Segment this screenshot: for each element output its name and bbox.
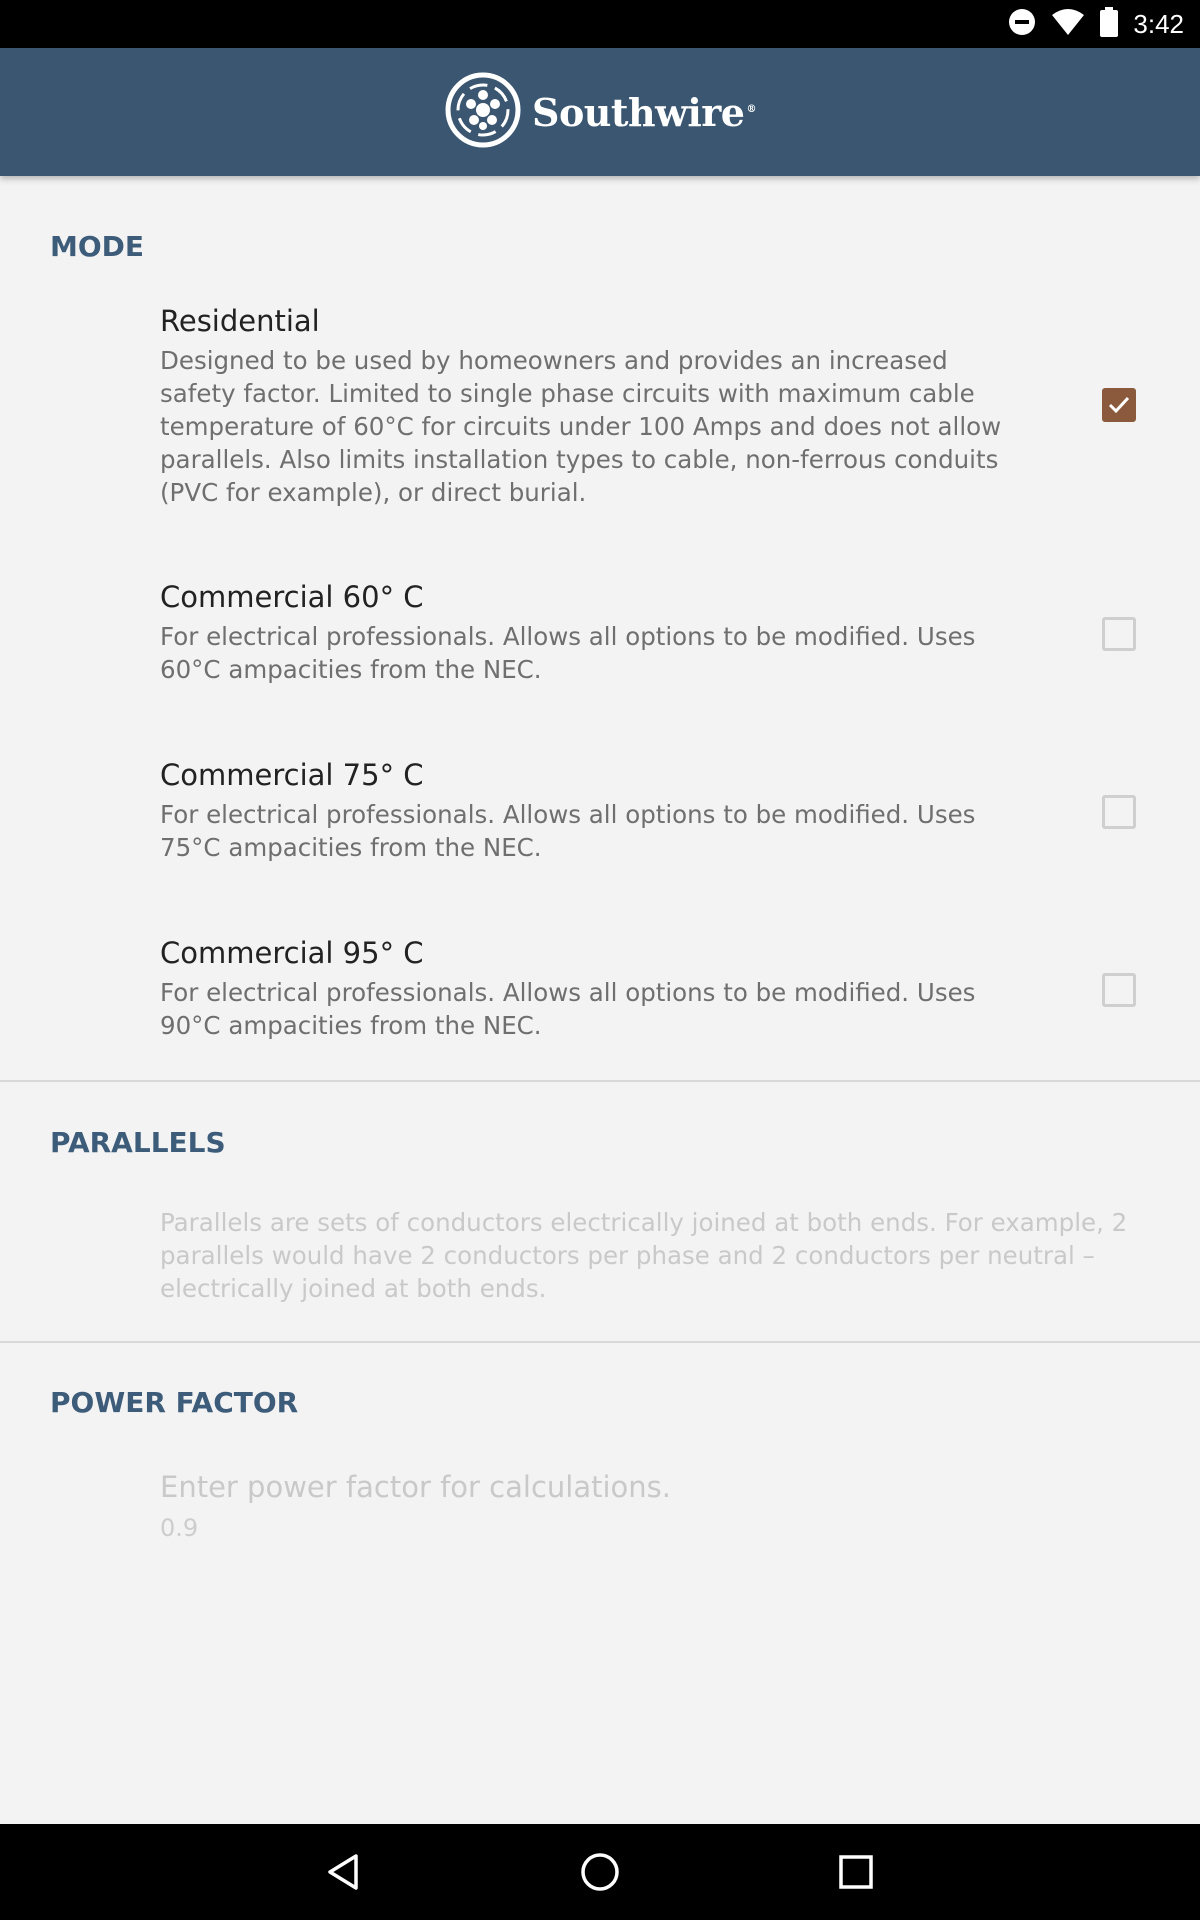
parallels-setting[interactable]: Parallels are sets of conductors electrically joined at both ends. For example, 2 parallels would have 2 conductors per phase and 2 conductors per neutral – electrically joined at both ends. <box>160 1208 1128 1303</box>
option-description: For electrical professionals. Allows all options to be modified. Uses 60°C ampacities from the NEC. <box>160 622 976 684</box>
option-title: Commercial 95° C <box>160 936 424 970</box>
power-factor-value: 0.9 <box>160 1514 199 1542</box>
southwire-logo-icon <box>444 71 522 153</box>
brand-logo <box>444 71 756 153</box>
option-title: Commercial 75° C <box>160 758 424 792</box>
mode-option-commercial-75[interactable] <box>160 758 1160 864</box>
section-divider <box>0 1080 1200 1082</box>
option-description: For electrical professionals. Allows all options to be modified. Uses 75°C ampacities from the NEC. <box>160 800 976 862</box>
navigation-bar <box>0 1824 1200 1920</box>
status-bar <box>0 0 1200 48</box>
power-factor-section-title: POWER FACTOR <box>50 1386 299 1419</box>
mode-option-residential[interactable] <box>160 304 1160 509</box>
option-title: Commercial 60° C <box>160 580 424 614</box>
option-description: Designed to be used by homeowners and provides an increased safety factor. Limited to single phase circuits with maximum cable temperature of 60°C for circuits under 100 Amps and does not allow parallels. Also limits installation types to cable, non-ferrous conduits (PVC for example), or direct burial. <box>160 346 1002 507</box>
commercial-75-checkbox[interactable] <box>1102 795 1136 829</box>
option-description: For electrical professionals. Allows all options to be modified. Uses 90°C ampacities from the NEC. <box>160 978 976 1040</box>
brand-name: Southwire ® <box>532 89 756 135</box>
checkmark-icon <box>1107 393 1131 417</box>
mode-option-commercial-95[interactable] <box>160 936 1160 1042</box>
battery-icon <box>1099 7 1119 41</box>
status-time: 3:42 <box>1133 8 1184 39</box>
commercial-95-checkbox[interactable] <box>1102 973 1136 1007</box>
parallels-section-title: PARALLELS <box>50 1126 226 1159</box>
back-icon <box>324 1852 364 1892</box>
mode-option-commercial-60[interactable] <box>160 580 1160 686</box>
section-divider <box>0 1341 1200 1343</box>
back-button[interactable] <box>316 1844 372 1900</box>
mode-section-title: MODE <box>50 230 145 263</box>
commercial-60-checkbox[interactable] <box>1102 617 1136 651</box>
home-button[interactable] <box>572 1844 628 1900</box>
recents-button[interactable] <box>828 1844 884 1900</box>
residential-checkbox[interactable] <box>1102 388 1136 422</box>
recents-icon <box>837 1853 875 1891</box>
power-factor-setting[interactable]: Enter power factor for calculations. <box>160 1470 671 1504</box>
do-not-disturb-icon <box>1007 7 1037 41</box>
app-bar <box>0 48 1200 176</box>
wifi-icon <box>1051 8 1085 40</box>
option-title: Residential <box>160 304 320 338</box>
home-icon <box>579 1851 621 1893</box>
